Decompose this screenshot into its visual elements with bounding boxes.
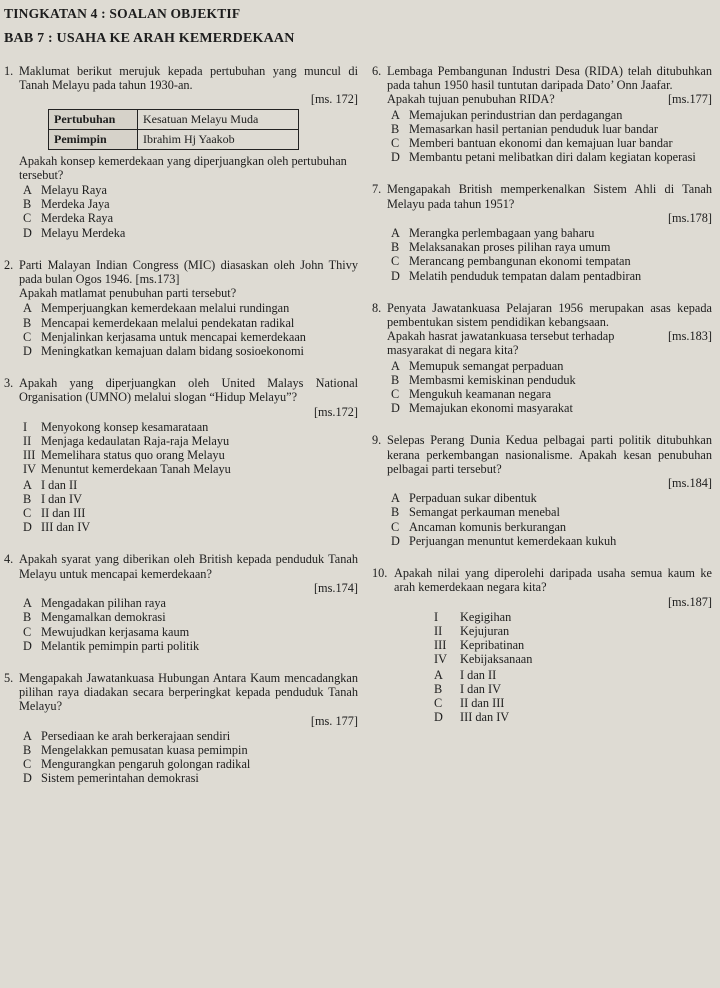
question-number: 8. — [372, 300, 382, 315]
answer-option[interactable]: C II dan III — [23, 506, 86, 521]
question-4 — [4, 552, 358, 652]
answer-option[interactable]: C Memberi bantuan ekonomi dan kemajuan luar bandar — [391, 136, 673, 151]
answer-options — [430, 668, 712, 725]
table-header-cell: Pertubuhan — [49, 109, 138, 129]
answer-option[interactable]: D Meningkatkan kemajuan dalam bidang sosioekonomi — [23, 344, 304, 359]
page-reference: [ms.172] — [313, 404, 358, 419]
answer-option[interactable]: A Memperjuangkan kemerdekaan melalui rundingan — [23, 301, 290, 316]
info-table — [48, 109, 299, 150]
answer-option[interactable]: D Memajukan ekonomi masyarakat — [391, 401, 573, 416]
answer-option[interactable]: B Merdeka Jaya — [23, 197, 110, 212]
question-5 — [4, 671, 358, 786]
page-reference: [ms. 177] — [310, 713, 358, 728]
answer-option[interactable]: A Memupuk semangat perpaduan — [391, 358, 564, 373]
statement-item: I Menyokong konsep kesamarataan — [23, 419, 209, 434]
answer-option[interactable]: D Melatih penduduk tempatan dalam pentadbiran — [391, 268, 642, 283]
answer-option[interactable]: C II dan III — [434, 695, 505, 710]
question-number: 1. — [4, 64, 14, 78]
question-stem: Selepas Perang Dunia Kedua pelbagai parti politik ditubuhkan kerana perkembangan nasionalisme. Apakah kesan penubuhan pelbagai parti tersebut? — [387, 433, 712, 476]
question-number: 9. — [372, 433, 382, 448]
answer-options — [387, 359, 712, 416]
answer-options — [387, 491, 712, 548]
statement-item: III Kepribatinan — [434, 638, 525, 653]
question-9 — [372, 433, 712, 548]
page-reference: [ms.187] — [667, 594, 712, 609]
question-prompt: Apakah konsep kemerdekaan yang diperjuangkan oleh pertubuhan tersebut? — [19, 153, 347, 182]
question-number: 6. — [372, 64, 382, 78]
page-reference: [ms.183] — [667, 329, 712, 344]
answer-option[interactable]: B Memasarkan hasil pertanian penduduk luar bandar — [391, 121, 658, 136]
question-3 — [4, 376, 358, 534]
question-8 — [372, 301, 712, 416]
answer-option[interactable]: C Mengurangkan pengaruh golongan radikal — [23, 757, 251, 772]
answer-option[interactable]: C Merdeka Raya — [23, 211, 114, 226]
statement-item: III Memelihara status quo orang Melayu — [23, 448, 225, 463]
question-stem: Apakah nilai yang diperolehi daripada usaha semua kaum ke arah kemerdekaan negara kita? — [394, 566, 712, 595]
table-header-cell: Pemimpin — [49, 129, 138, 149]
question-prompt: Apakah tujuan penubuhan RIDA? — [387, 92, 555, 107]
answer-option[interactable]: C Merancang pembangunan ekonomi tempatan — [391, 254, 631, 269]
table-value-cell: Kesatuan Melayu Muda — [138, 109, 299, 129]
statement-list — [19, 420, 358, 477]
answer-option[interactable]: A Melayu Raya — [23, 183, 107, 198]
statement-item: II Kejujuran — [434, 623, 510, 638]
page-reference: [ms.174] — [313, 580, 358, 595]
answer-option[interactable]: B I dan IV — [23, 491, 82, 506]
statement-list — [430, 610, 712, 667]
answer-option[interactable]: B Mencapai kemerdekaan melalui pendekatan radikal — [23, 315, 295, 330]
right-column — [372, 64, 712, 724]
question-number: 4. — [4, 552, 14, 567]
answer-option[interactable]: B Mengelakkan pemusatan kuasa pemimpin — [23, 742, 248, 757]
question-number: 5. — [4, 670, 14, 685]
question-stem: Apakah yang diperjuangkan oleh United Malays National Organisation (UMNO) melalui slogan “Hidup Melayu”? — [19, 376, 358, 405]
question-stem: Apakah syarat yang diberikan oleh British kepada penduduk Tanah Melayu untuk mencapai kemerdekaan? — [19, 552, 358, 581]
statement-item: IV Menuntut kemerdekaan Tanah Melayu — [23, 462, 231, 477]
statement-item: IV Kebijaksanaan — [434, 652, 533, 667]
question-number: 2. — [4, 257, 14, 272]
answer-option[interactable]: B I dan IV — [434, 681, 501, 696]
question-stem: Penyata Jawatankuasa Pelajaran 1956 merupakan asas kepada pembentukan sistem pendidikan kebangsaan. — [387, 300, 712, 330]
worksheet-title: TINGKATAN 4 : SOALAN OBJEKTIF — [4, 6, 241, 21]
answer-options — [387, 108, 712, 165]
chapter-title: BAB 7 : USAHA KE ARAH KEMERDEKAAN — [4, 31, 295, 46]
question-stem: Mengapakah British memperkenalkan Sistem Ahli di Tanah Melayu pada tahun 1951? — [387, 182, 712, 211]
page-reference: [ms.184] — [667, 476, 712, 491]
question-10 — [372, 566, 712, 724]
page-reference: [ms.178] — [667, 210, 712, 225]
answer-options — [387, 226, 712, 283]
answer-option[interactable]: A Merangka perlembagaan yang baharu — [391, 226, 595, 241]
answer-option[interactable]: C Menjalinkan kerjasama untuk mencapai kemerdekaan — [23, 329, 306, 344]
question-stem: Maklumat berikut merujuk kepada pertubuhan yang muncul di Tanah Melayu pada tahun 1930-an. — [19, 64, 358, 93]
answer-option[interactable]: C Mewujudkan kerjasama kaum — [23, 624, 190, 639]
question-number: 10. — [372, 566, 388, 581]
answer-option[interactable]: D III dan IV — [434, 710, 510, 725]
answer-option[interactable]: B Semangat perkauman menebal — [391, 505, 560, 520]
answer-options — [19, 183, 358, 240]
page-reference: [ms. 172] — [310, 92, 358, 107]
answer-option[interactable]: B Mengamalkan demokrasi — [23, 610, 166, 625]
question-2 — [4, 258, 358, 358]
answer-option[interactable]: B Membasmi kemiskinan penduduk — [391, 372, 576, 387]
page-reference: [ms.177] — [667, 92, 712, 107]
answer-option[interactable]: A I dan II — [434, 667, 497, 682]
worksheet-header — [4, 6, 716, 47]
answer-options — [19, 478, 358, 535]
answer-option[interactable]: D III dan IV — [23, 520, 91, 535]
answer-options — [19, 301, 358, 358]
answer-option[interactable]: A Persediaan ke arah berkerajaan sendiri — [23, 728, 231, 743]
answer-option[interactable]: C Ancaman komunis berkurangan — [391, 519, 567, 534]
question-prompt: Apakah hasrat jawatankuasa tersebut terhadap masyarakat di negara kita? — [387, 329, 615, 358]
question-stem: Mengapakah Jawatankuasa Hubungan Antara Kaum mencadangkan pilihan raya diadakan secara berperingkat kepada penduduk Tanah Melayu? — [19, 670, 358, 714]
answer-option[interactable]: A Mengadakan pilihan raya — [23, 596, 166, 611]
answer-options — [19, 596, 358, 653]
answer-options — [19, 729, 358, 786]
statement-item: I Kegigihan — [434, 609, 512, 624]
question-stem: Lembaga Pembangunan Industri Desa (RIDA) telah ditubuhkan pada tahun 1950 hasil tuntutan daripada Dato’ Onn Jaafar. — [387, 64, 712, 93]
question-number: 7. — [372, 182, 382, 197]
answer-option[interactable]: D Sistem pemerintahan demokrasi — [23, 771, 199, 786]
page-reference: [ms.173] — [135, 272, 180, 287]
answer-option[interactable]: D Perjuangan menuntut kemerdekaan kukuh — [391, 533, 617, 548]
answer-option[interactable]: A I dan II — [23, 477, 78, 492]
left-column — [4, 64, 358, 786]
question-stem: Parti Malayan Indian Congress (MIC) diasaskan oleh John Thivy pada bulan Ogos 1946. [ms.173] — [19, 257, 358, 287]
answer-option[interactable]: D Membantu petani melibatkan diri dalam kegiatan koperasi — [391, 150, 696, 165]
answer-option[interactable]: A Memajukan perindustrian dan perdagangan — [391, 107, 623, 122]
statement-item: II Menjaga kedaulatan Raja-raja Melayu — [23, 434, 230, 449]
question-number: 3. — [4, 376, 14, 391]
answer-option[interactable]: D Melantik pemimpin parti politik — [23, 638, 200, 653]
question-6 — [372, 64, 712, 164]
answer-option[interactable]: B Melaksanakan proses pilihan raya umum — [391, 240, 611, 255]
question-prompt: Apakah matlamat penubuhan parti tersebut? — [19, 286, 237, 301]
answer-option[interactable]: A Perpaduan sukar dibentuk — [391, 491, 537, 506]
answer-option[interactable]: D Melayu Merdeka — [23, 225, 126, 240]
question-7 — [372, 182, 712, 282]
question-1 — [4, 64, 358, 240]
table-value-cell: Ibrahim Hj Yaakob — [138, 129, 299, 149]
answer-option[interactable]: C Mengukuh keamanan negara — [391, 387, 552, 402]
